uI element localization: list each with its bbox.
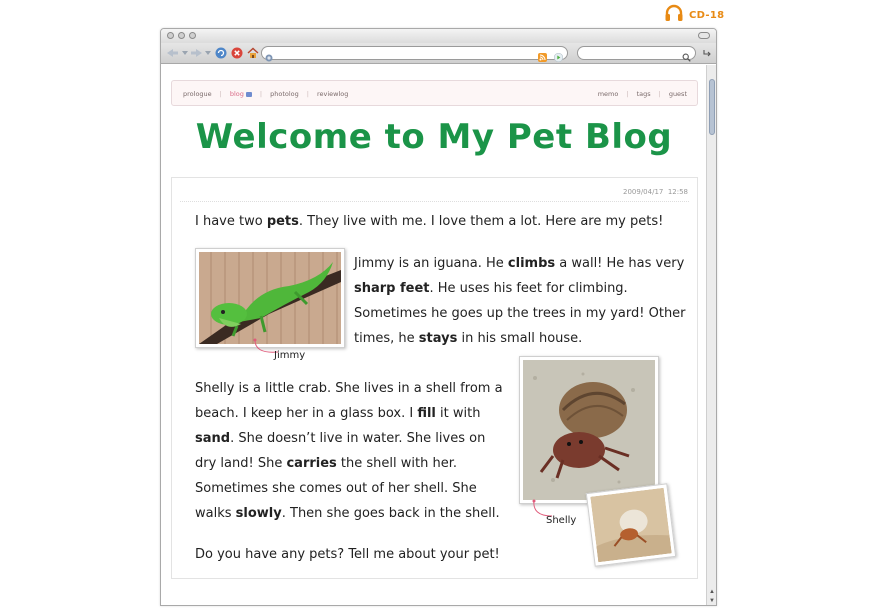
- reload-icon[interactable]: [214, 46, 228, 60]
- text-run: it with: [435, 406, 481, 421]
- text-run: a wall! He has very: [555, 256, 685, 271]
- text-run: Jimmy is an iguana. He: [354, 256, 508, 271]
- nav-separator: |: [626, 90, 629, 98]
- bookmark-arrow-icon[interactable]: [702, 46, 714, 60]
- keyword: stays: [418, 331, 458, 346]
- post-date: 2009/04/17: [623, 188, 664, 196]
- track-label: CD-18: [689, 10, 725, 21]
- jimmy-caption: Jimmy: [274, 350, 306, 361]
- vertical-scrollbar[interactable]: [706, 65, 716, 606]
- keyword: pets: [266, 214, 299, 229]
- text-line: [195, 209, 663, 234]
- browser-toolbar: [161, 43, 716, 64]
- crab-on-sand-image: [590, 488, 671, 563]
- blog-nav-right: [598, 90, 687, 98]
- audio-track-badge: [664, 4, 724, 27]
- scroll-down-icon[interactable]: ▼: [709, 598, 715, 604]
- stop-icon[interactable]: [230, 46, 244, 60]
- text-line: Sometimes she comes out of her shell. She: [195, 481, 477, 496]
- keyword: carries: [286, 456, 337, 471]
- text-run: walks: [195, 506, 236, 521]
- nav-separator: |: [259, 90, 263, 98]
- text-run: dry land! She: [195, 456, 287, 471]
- home-icon[interactable]: [246, 46, 260, 60]
- back-arrow-icon[interactable]: [165, 46, 181, 60]
- shelly-small-photo: [586, 483, 676, 566]
- close-window-button[interactable]: [167, 32, 174, 39]
- keyword: climbs: [507, 256, 556, 271]
- blog-nav-bar: [171, 80, 698, 106]
- address-bar[interactable]: [261, 46, 568, 60]
- title-bar: [161, 29, 716, 43]
- text-line: Do you have any pets? Tell me about your pet!: [195, 547, 500, 562]
- nav-separator: |: [658, 90, 661, 98]
- nav-link-prologue[interactable]: prologue: [183, 90, 212, 98]
- text-run: . He uses his feet for climbing.: [429, 281, 628, 296]
- nav-link-photolog[interactable]: photolog: [270, 90, 299, 98]
- text-line: [354, 276, 686, 301]
- zoom-window-button[interactable]: [189, 32, 196, 39]
- page-content: [161, 65, 707, 606]
- jimmy-photo: [195, 248, 345, 348]
- text-run: in his small house.: [457, 331, 583, 346]
- headphones-icon: [664, 4, 684, 27]
- keyword: fill: [417, 406, 436, 421]
- nav-separator: |: [306, 90, 309, 98]
- new-post-icon: [246, 92, 252, 97]
- nav-separator: |: [219, 90, 222, 98]
- post-intro: [195, 209, 663, 234]
- text-line: [354, 326, 686, 351]
- shelly-caption: Shelly: [546, 515, 577, 526]
- blog-nav-left: [183, 90, 348, 98]
- nav-link-guest[interactable]: guest: [668, 90, 687, 98]
- post-outro: [195, 542, 500, 567]
- toolbar-toggle-button[interactable]: [698, 32, 710, 39]
- forward-menu-chevron-icon[interactable]: [204, 46, 212, 60]
- text-line: Sometimes he goes up the trees in my yard! Other: [354, 306, 686, 321]
- text-line: [195, 426, 503, 451]
- nav-link-tags[interactable]: tags: [636, 90, 651, 98]
- shelly-paragraph: [195, 376, 503, 526]
- nav-link-memo[interactable]: memo: [597, 90, 619, 98]
- text-run: I have two: [195, 214, 267, 229]
- text-run: . Then she goes back in the shell.: [281, 506, 500, 521]
- text-line: Shelly is a little crab. She lives in a shell from a: [195, 381, 503, 396]
- post-timestamp: [623, 188, 688, 196]
- text-run: beach. I keep her in a glass box. I: [195, 406, 418, 421]
- text-line: [354, 251, 686, 276]
- blog-title: Welcome to My Pet Blog: [195, 117, 673, 157]
- post-time: 12:58: [667, 188, 688, 196]
- text-run: the shell with her.: [336, 456, 457, 471]
- scroll-up-icon[interactable]: ▲: [709, 589, 715, 595]
- blog-post: [171, 177, 698, 579]
- iguana-image: [199, 252, 341, 344]
- forward-arrow-icon[interactable]: [188, 46, 204, 60]
- text-run: . They live with me. I love them a lot. Here are my pets!: [298, 214, 664, 229]
- text-line: [195, 401, 503, 426]
- nav-link-blog[interactable]: [230, 90, 252, 98]
- text-run: . She doesn’t live in water. She lives on: [230, 431, 486, 446]
- scrollbar-thumb[interactable]: [709, 79, 715, 135]
- keyword: slowly: [235, 506, 282, 521]
- text-line: [195, 501, 503, 526]
- keyword: sharp feet: [354, 281, 430, 296]
- keyword: sand: [195, 431, 231, 446]
- post-divider: [180, 201, 689, 202]
- shelly-photo: [519, 356, 659, 504]
- text-run: times, he: [354, 331, 419, 346]
- text-line: [195, 451, 503, 476]
- hermit-crab-image: [523, 360, 655, 500]
- minimize-window-button[interactable]: [178, 32, 185, 39]
- jimmy-paragraph: [354, 251, 686, 351]
- browser-window: [160, 28, 717, 606]
- nav-link-blog-label: blog: [229, 90, 244, 98]
- search-field[interactable]: [577, 46, 696, 60]
- nav-link-reviewlog[interactable]: reviewlog: [317, 90, 349, 98]
